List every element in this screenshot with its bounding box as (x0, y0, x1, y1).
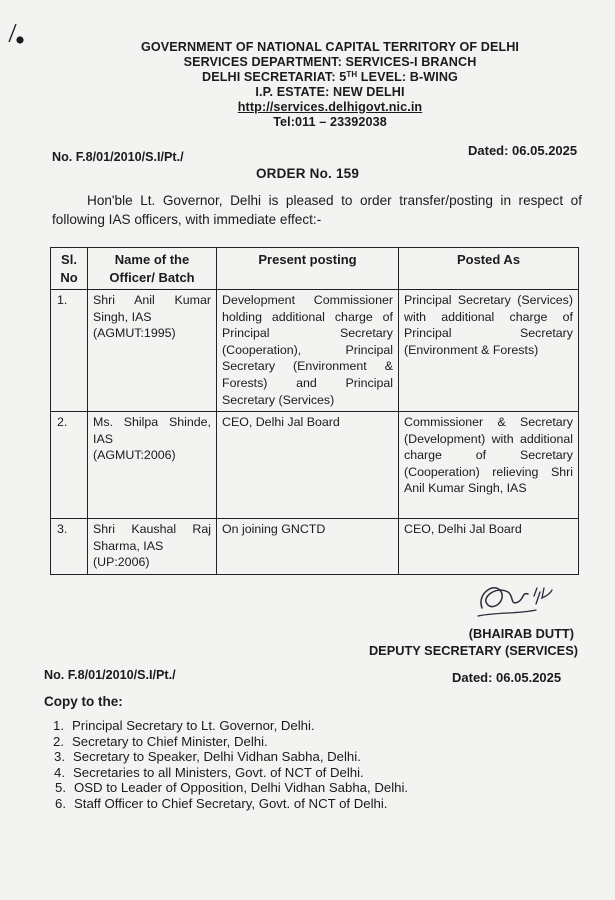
order-title: ORDER No. 159 (255, 166, 360, 181)
pen-mark-icon (6, 22, 24, 46)
table-row (51, 290, 579, 412)
row-sl-no: 3. (51, 519, 88, 575)
order-date: Dated: 06.05.2025 (468, 143, 578, 158)
row-officer: Ms. Shilpa Shinde, IAS (AGMUT:2006) (88, 412, 217, 519)
signatory-name: (BHAIRAB DUTT) (468, 626, 574, 641)
letterhead (120, 40, 540, 130)
row-posted-as: CEO, Delhi Jal Board (399, 519, 579, 575)
copy-to-list (44, 718, 408, 811)
signatory-block (368, 625, 578, 658)
header-line-estate: I.P. ESTATE: NEW DELHI (255, 85, 405, 99)
row-present-posting: Development Commissioner holding additional charge of Principal Secretary (Cooperation), Principal Secretary (Environment & Forests) and Principal Secretary (Services) (217, 290, 399, 412)
table-row (51, 412, 579, 519)
header-line-secretariat (120, 70, 540, 85)
list-item: 2. Secretary to Chief Minister, Delhi. (53, 733, 268, 749)
row-present-posting: CEO, Delhi Jal Board (217, 412, 399, 519)
secretariat-superscript: TH (346, 70, 358, 79)
signatory-designation: DEPUTY SECRETARY (SERVICES) (368, 643, 578, 658)
header-line-department: SERVICES DEPARTMENT: SERVICES-I BRANCH (183, 55, 477, 69)
row-sl-no: 1. (51, 290, 88, 412)
secretariat-level-text: LEVEL: B-WING (357, 70, 458, 84)
list-item: 6. Staff Officer to Chief Secretary, Govt. of NCT of Delhi. (55, 795, 388, 811)
list-item: 3. Secretary to Speaker, Delhi Vidhan Sabha, Delhi. (54, 749, 361, 764)
table-header-row (51, 248, 579, 290)
handwritten-signature (468, 572, 578, 632)
copy-date: Dated: 06.05.2025 (452, 670, 562, 685)
copy-to-heading: Copy to the: (44, 694, 123, 709)
row-posted-as: Commissioner & Secretary (Development) with additional charge of Secretary (Cooperation) relieving Shri Anil Kumar Singh, IAS (399, 412, 579, 519)
header-officer-name: Name of the Officer/ Batch (88, 248, 217, 290)
row-posted-as: Principal Secretary (Services) with additional charge of Principal Secretary (Environment & Forests) (399, 290, 579, 412)
header-telephone: Tel:011 – 23392038 (273, 115, 387, 129)
table-row (51, 519, 579, 575)
postings-table (50, 247, 579, 575)
file-number: No. F.8/01/2010/S.I/Pt./ (52, 150, 184, 164)
row-present-posting: On joining GNCTD (217, 519, 399, 575)
row-officer: Shri Anil Kumar Singh, IAS (AGMUT:1995) (88, 290, 217, 412)
header-posted-as: Posted As (399, 248, 579, 290)
list-item: 1. Principal Secretary to Lt. Governor, Delhi. (53, 718, 315, 733)
row-sl-no: 2. (51, 412, 88, 519)
header-line-government: GOVERNMENT OF NATIONAL CAPITAL TERRITORY OF DELHI (140, 40, 520, 54)
order-intro-text: Hon'ble Lt. Governor, Delhi is pleased to order transfer/posting in respect of following IAS officers, with immediate effect:- (52, 193, 582, 227)
website-link[interactable]: http://services.delhigovt.nic.in (237, 100, 423, 114)
list-item: 4. Secretaries to all Ministers, Govt. of NCT of Delhi. (54, 764, 364, 780)
header-sl-no: Sl. No (51, 248, 88, 290)
list-item: 5. OSD to Leader of Opposition, Delhi Vidhan Sabha, Delhi. (55, 780, 409, 795)
header-present-posting: Present posting (217, 248, 399, 290)
copy-file-number: No. F.8/01/2010/S.I/Pt./ (44, 668, 176, 682)
row-officer: Shri Kaushal Raj Sharma, IAS (UP:2006) (88, 519, 217, 575)
secretariat-text: DELHI SECRETARIAT: 5 (202, 70, 347, 84)
